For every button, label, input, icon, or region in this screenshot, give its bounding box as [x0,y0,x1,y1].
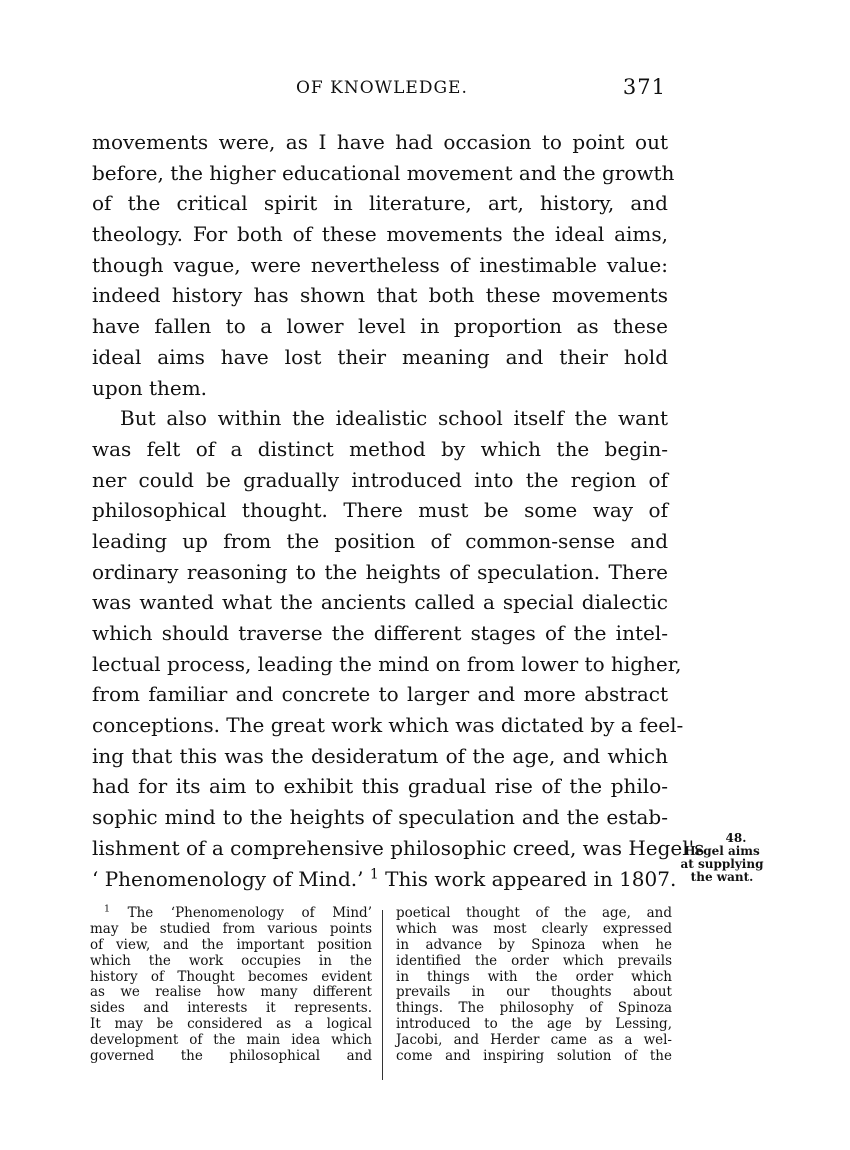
text-line: philosophical thought. There must be some way of [92,498,668,523]
text-line: lishment of a comprehensive philosophic creed, was Hegel's [92,835,705,860]
footnote-marker: 1 [104,903,111,915]
marginal-note [676,832,768,884]
footnote-line: identified the order which prevails [396,952,672,969]
marginal-note-line: Hegel aims [684,844,760,858]
page-number: 371 [622,75,666,99]
paragraph-start-line: But also within the idealistic school itself the want [120,406,668,431]
text-line: before, the higher educational movement and the growth [92,160,675,185]
footnote-section [90,903,672,1082]
text-line: have fallen to a lower level in proportion as these [92,314,668,339]
text-line: sophic mind to the heights of speculation and the estab- [92,805,668,830]
footnote-line: in things with the order which [396,968,672,985]
footnote-line: sides and interests it represents. [90,1000,372,1017]
column-divider [382,910,383,1080]
footnote-reference: 1 [369,865,379,882]
text-line: theology. For both of these movements the ideal aims, [92,222,668,247]
footnote-line: come and inspiring solution of the [396,1048,672,1065]
main-text [92,127,705,894]
footnote-line: introduced to the age by Lessing, [396,1016,672,1033]
section-number: 48. [725,831,747,845]
text-line: leading up from the position of common-sense and [92,528,668,553]
footnote-line: It may be considered as a logical [90,1016,372,1033]
text-segment: This work appeared in 1807. [385,866,677,891]
marginal-note-line: at supplying [680,857,764,871]
footnote-line: prevails in our thoughts about [396,984,672,1001]
footnote-line: which was most clearly expressed [396,920,672,937]
footnote-line [90,903,372,922]
footnote-line: in advance by Spinoza when he [396,936,672,953]
footnote-line: development of the main idea which [90,1032,372,1049]
footnote-line: may be studied from various points [90,920,372,937]
footnote-line: as we realise how many different [90,984,372,1001]
footnote-line: governed the philosophical and [90,1048,372,1065]
text-line: ideal aims have lost their meaning and their hold [92,344,668,369]
text-line: conceptions. The great work which was dictated by a feel- [92,713,684,738]
text-line: ner could be gradually introduced into the region of [92,467,668,492]
marginal-note-line: the want. [690,870,754,884]
text-line: was wanted what the ancients called a special dialectic [92,590,668,615]
text-line: was felt of a distinct method by which the begin- [92,436,668,461]
text-line: ordinary reasoning to the heights of speculation. There [92,559,668,584]
text-line: ing that this was the desideratum of the age, and which [92,743,668,768]
text-segment: ‘ Phenomenology of Mind.’ [92,866,364,891]
text-line: which should traverse the different stages of the intel- [92,621,668,645]
page-header [92,76,666,106]
footnote-line: which the work occupies in the [90,952,372,969]
footnote-line: history of Thought becomes evident [90,968,372,985]
text-line: movements were, as I have had occasion to point out [92,130,668,154]
text-line: of the critical spirit in literature, art, history, and [92,191,668,216]
footnote-line: Jacobi, and Herder came as a wel- [396,1032,672,1049]
footnote-column-left [90,903,372,1065]
footnote-column-right [396,906,672,1065]
footnote-line: of view, and the important position [90,936,372,953]
text-line: from familiar and concrete to larger and more abstract [92,682,668,707]
footnote-line: poetical thought of the age, and [396,905,672,921]
text-line: had for its aim to exhibit this gradual rise of the philo- [92,774,668,799]
text-line: indeed history has shown that both these movements [92,283,668,308]
text-line-with-footnote [92,864,677,895]
text-line: upon them. [92,375,208,400]
text-line: lectual process, leading the mind on from lower to higher, [92,651,682,676]
text-line: though vague, were nevertheless of inestimable value: [92,252,668,277]
footnote-line: things. The philosophy of Spinoza [396,1000,672,1017]
running-title: OF KNOWLEDGE. [296,78,468,98]
footnote-text: The ‘Phenomenology of Mind’ [127,905,372,921]
